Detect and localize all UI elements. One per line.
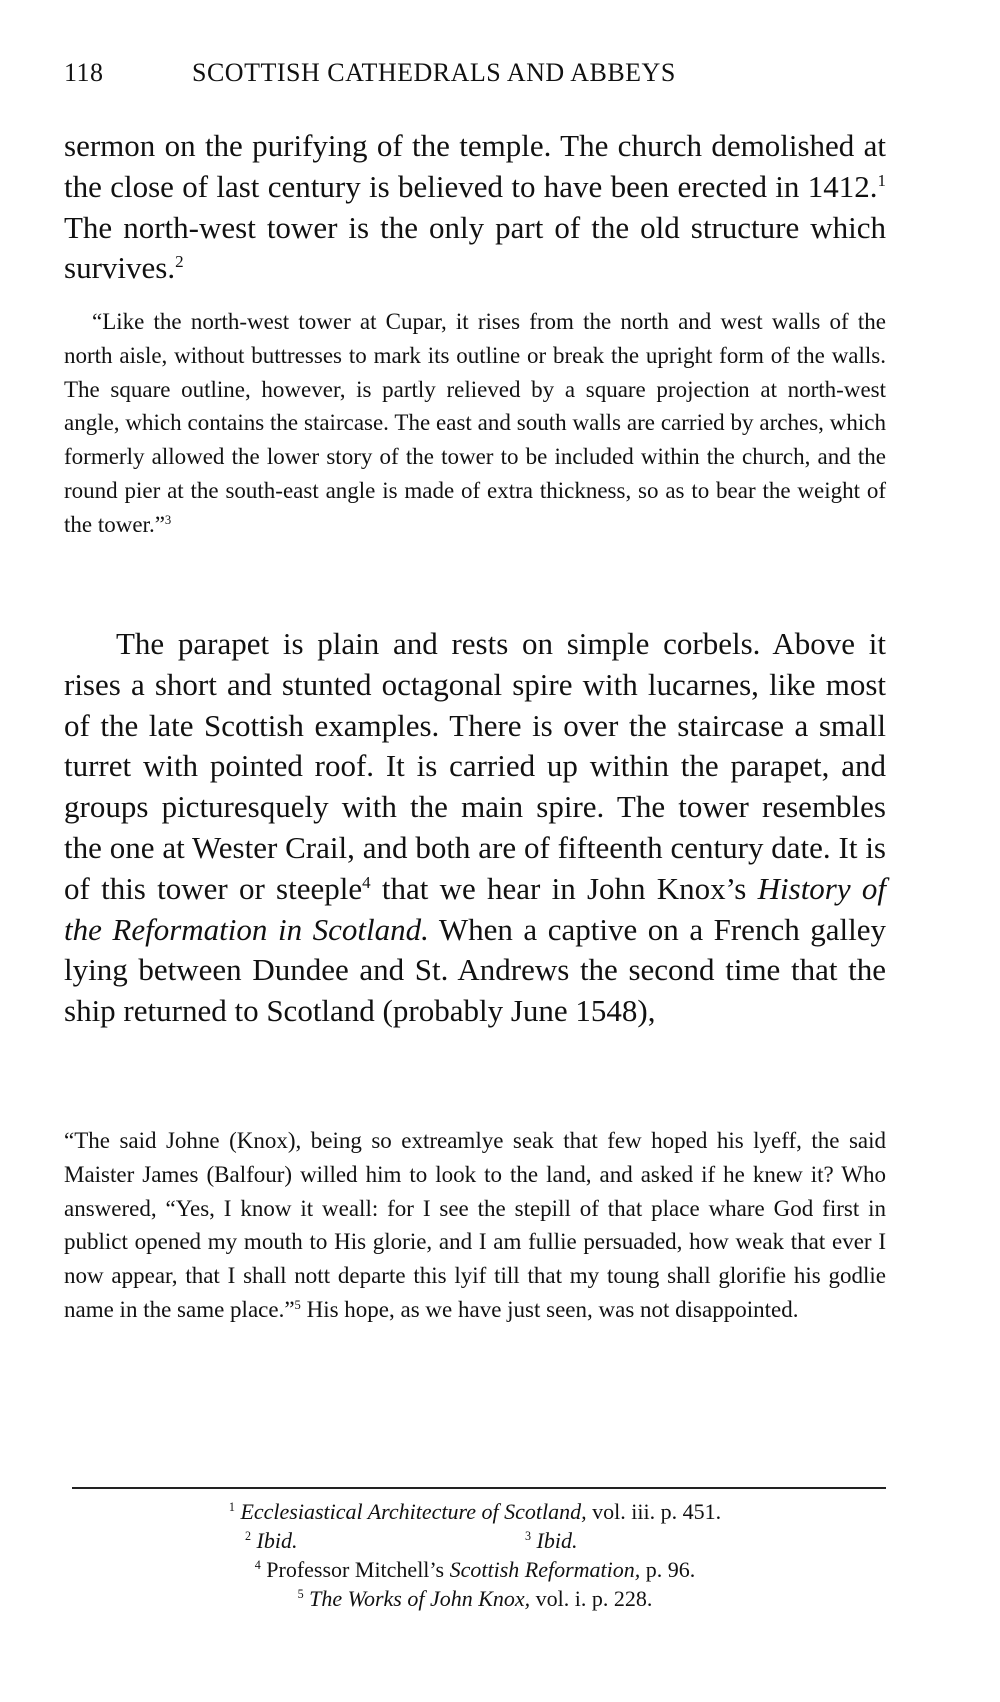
- paragraph-2-text-b: that we hear in John Knox’s: [370, 870, 758, 906]
- footnote-mark: 4: [254, 1558, 261, 1573]
- footnote-prefix: Professor Mitchell’s: [266, 1557, 450, 1582]
- paragraph-2-text-a: The parapet is plain and rests on simple corbels. Above it rises a short and stunted octagonal spire with lucarnes, like most of the late Scottish examples. There is over the staircase a small turret with pointed roof. It is carried up within the parapet, and groups picturesquely with the main spire. The tower resembles the one at Wester Crail, and both are of fifteenth century date. It is of this tower or steeple: [64, 626, 886, 906]
- running-title: SCOTTISH CATHEDRALS AND ABBEYS: [192, 58, 676, 87]
- footnote-mark: 2: [245, 1529, 252, 1544]
- paragraph-2-book-title: History of the Reformation in Scotland.: [64, 870, 886, 947]
- footnote-source: Ibid.: [536, 1528, 578, 1553]
- footnote-3: [525, 1526, 705, 1555]
- block-quote-2-text-b: His hope, as we have just seen, was not disappointed.: [300, 1296, 799, 1322]
- footnote-2-3-line: [64, 1526, 886, 1555]
- footnote-source: The Works of John Knox,: [309, 1586, 531, 1611]
- footnote-ref-3: 3: [164, 512, 172, 527]
- footnote-2: [245, 1526, 525, 1555]
- block-quote-1-text: “Like the north-west tower at Cupar, it rises from the north and west walls of the north aisle, without buttresses to mark its outline or break the upright form of the walls. The square outline, however, is partly relieved by a square projection at north-west angle, which contains the staircase. The east and south walls are carried by arches, which formerly allowed the lower story of the tower to be included within the church, and the round pier at the south-east angle is made of extra thickness, so as to bear the weight of the tower.”: [64, 309, 886, 537]
- paragraph-2: [64, 624, 886, 1032]
- footnote-ref-5: 5: [294, 1297, 301, 1312]
- running-header: [64, 58, 886, 88]
- footnote-mark: 5: [297, 1587, 304, 1602]
- footnote-mark: 1: [228, 1500, 235, 1515]
- paragraph-1: [64, 126, 886, 289]
- footnote-locator: p. 96.: [640, 1557, 696, 1582]
- footnote-ref-4: 4: [362, 872, 371, 892]
- footnote-1: [64, 1497, 886, 1526]
- footnote-source: Ecclesiastical Architecture of Scotland,: [240, 1499, 587, 1524]
- paragraph-1-text-a: sermon on the purifying of the temple. The church demolished at the close of last century is believed to have been erected in 1412.: [64, 128, 886, 204]
- page-number: 118: [64, 58, 104, 87]
- footnote-source: Scottish Reformation,: [449, 1557, 641, 1582]
- footnote-ref-2: 2: [175, 252, 184, 272]
- footnote-divider: [72, 1487, 886, 1489]
- paragraph-1-text-b: The north-west tower is the only part of the old structure which survives.: [64, 209, 886, 286]
- block-quote-1: [64, 305, 886, 542]
- footnote-4: [64, 1555, 886, 1584]
- block-quote-2-text-a: “The said Johne (Knox), being so extreamlye seak that few hoped his lyeff, the said Maister James (Balfour) willed him to look to the land, and asked if he knew it? Who answered, “Yes, I know it weall: for I see the stepill of that place whare God first in publict opened my mouth to His glorie, and I am fullie persuaded, how weak that ever I now appear, that I shall nott departe this lyif till that my toung shall glorifie his godlie name in the same place.”: [64, 1128, 886, 1322]
- footnote-locator: vol. iii. p. 451.: [586, 1499, 722, 1524]
- footnote-mark: 3: [525, 1529, 532, 1544]
- footnote-locator: vol. i. p. 228.: [530, 1586, 653, 1611]
- footnotes: [64, 1497, 886, 1613]
- footnote-source: Ibid.: [256, 1528, 298, 1553]
- block-quote-2: [64, 1124, 886, 1327]
- footnote-5: [64, 1584, 886, 1613]
- paragraph-2-text-c: When a captive on a French galley lying between Dundee and St. Andrews the second time that the ship returned to Scotland (probably June 1548),: [64, 911, 886, 1029]
- footnote-ref-1: 1: [877, 170, 886, 190]
